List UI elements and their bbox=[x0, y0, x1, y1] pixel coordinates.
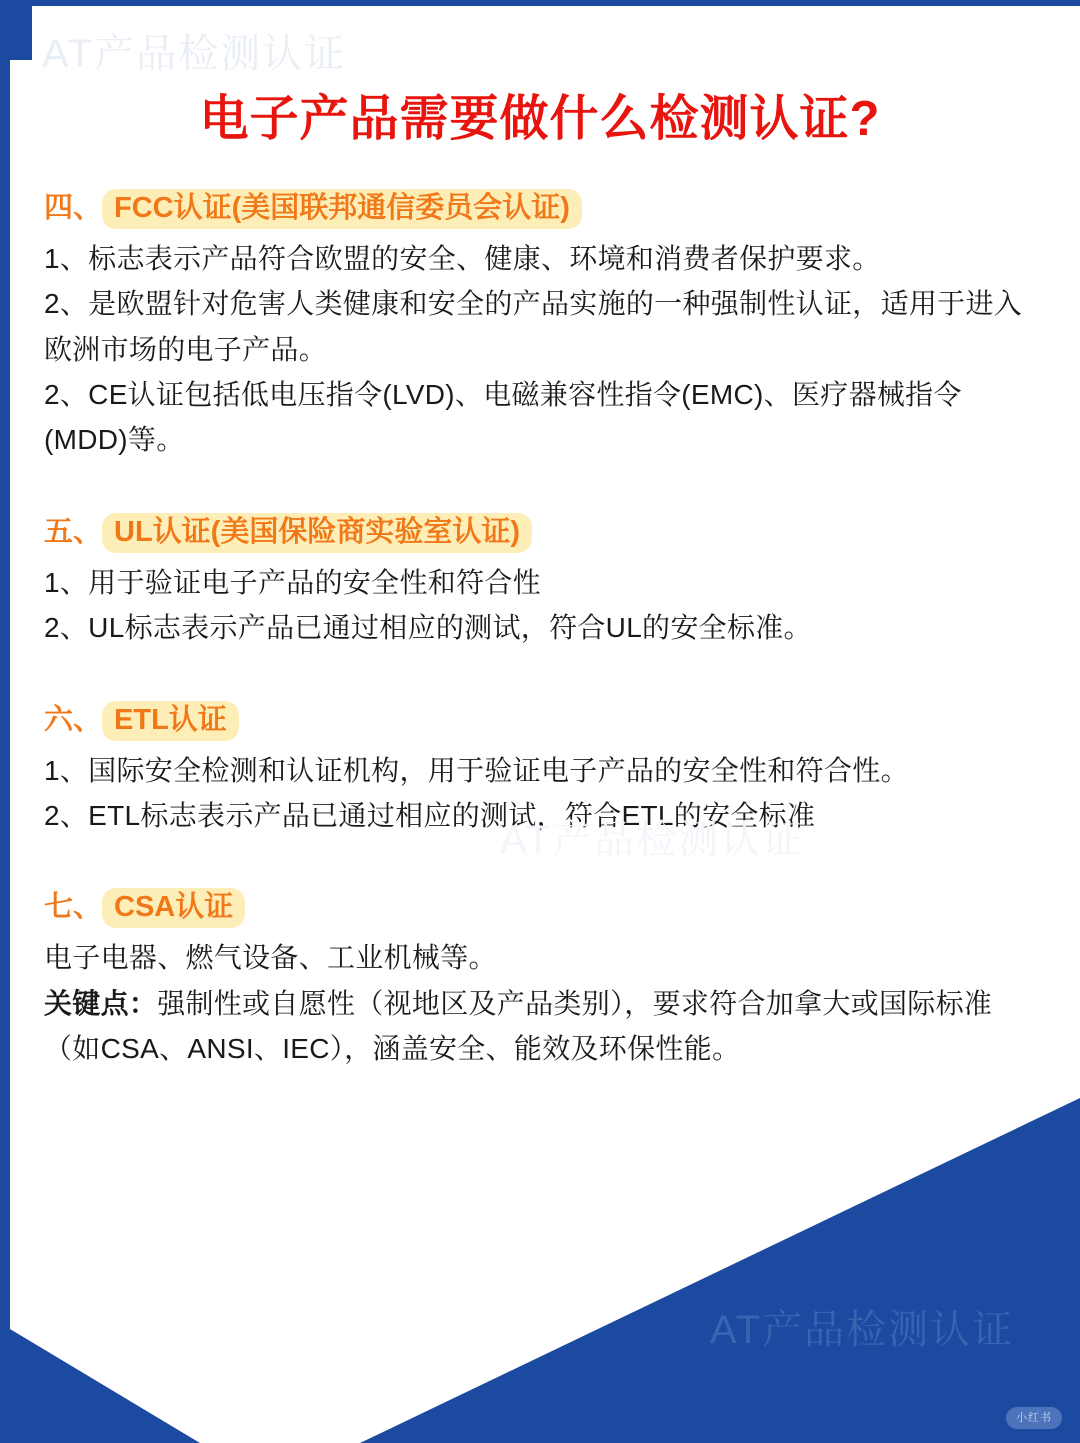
bottom-left-triangle bbox=[0, 1323, 200, 1443]
section-etl-number: 六、 bbox=[44, 703, 103, 736]
section-ul-line-1: 1、用于验证电子产品的安全性和符合性 bbox=[44, 566, 541, 598]
section-etl-heading bbox=[44, 697, 1044, 738]
section-etl-title: ETL认证 bbox=[102, 701, 239, 741]
section-ul-title: UL认证(美国保险商实验室认证) bbox=[102, 513, 532, 553]
section-etl-line-1: 1、国际安全检测和认证机构，用于验证电子产品的安全性和符合性。 bbox=[44, 754, 909, 786]
section-csa-key-point bbox=[44, 981, 1044, 1072]
section-csa-key-text: 强制性或自愿性（视地区及产品类别），要求符合加拿大或国际标准（如CSA、ANSI、IEC），涵盖安全、能效及环保性能。 bbox=[44, 987, 993, 1064]
section-etl-line-2: 2、ETL标志表示产品已通过相应的测试，符合ETL的安全标准 bbox=[44, 799, 816, 831]
section-csa bbox=[44, 884, 1044, 1071]
section-fcc-line-1: 1、标志表示产品符合欧盟的安全、健康、环境和消费者保护要求。 bbox=[44, 243, 881, 274]
spacer-1 bbox=[44, 481, 1044, 509]
section-fcc-line-3: 2、CE认证包括低电压指令(LVD)、电磁兼容性指令(EMC)、医疗器械指令(MDD)等。 bbox=[44, 379, 962, 456]
section-csa-line-1: 电子电器、燃气设备、工业机械等。 bbox=[44, 942, 497, 974]
watermark-bottom-right: AT产品检测认证 bbox=[710, 1308, 1015, 1352]
page-title: 电子产品需要做什么检测认证? bbox=[199, 92, 881, 146]
left-blue-edge bbox=[0, 0, 10, 1443]
section-csa-title: CSA认证 bbox=[102, 888, 245, 928]
section-fcc-heading bbox=[44, 185, 1044, 226]
section-fcc-title: FCC认证(美国联邦通信委员会认证) bbox=[102, 189, 582, 229]
bottom-right-triangle bbox=[360, 1098, 1080, 1443]
section-ul-heading bbox=[44, 509, 1044, 550]
section-csa-key-label: 关键点： bbox=[44, 987, 158, 1019]
section-ul-number: 五、 bbox=[44, 515, 103, 548]
section-ul bbox=[44, 509, 1044, 651]
section-fcc-number: 四、 bbox=[44, 192, 103, 224]
watermark-top-left: AT产品检测认证 bbox=[42, 32, 347, 76]
spacer-2 bbox=[44, 669, 1044, 697]
watermark-middle: AT产品检测认证 bbox=[500, 818, 805, 862]
section-csa-number: 七、 bbox=[44, 891, 103, 924]
section-ul-line-2: 2、UL标志表示产品已通过相应的测试，符合UL的安全标准。 bbox=[44, 612, 812, 644]
section-fcc bbox=[44, 185, 1044, 463]
section-fcc-line-2: 2、是欧盟针对危害人类健康和安全的产品实施的一种强制性认证，适用于进入欧洲市场的电子产品。 bbox=[44, 288, 1023, 365]
corner-badge: 小红书 bbox=[1006, 1407, 1062, 1429]
section-csa-heading bbox=[44, 884, 1044, 925]
top-blue-strip bbox=[0, 0, 1080, 6]
content-body bbox=[44, 185, 1044, 1089]
